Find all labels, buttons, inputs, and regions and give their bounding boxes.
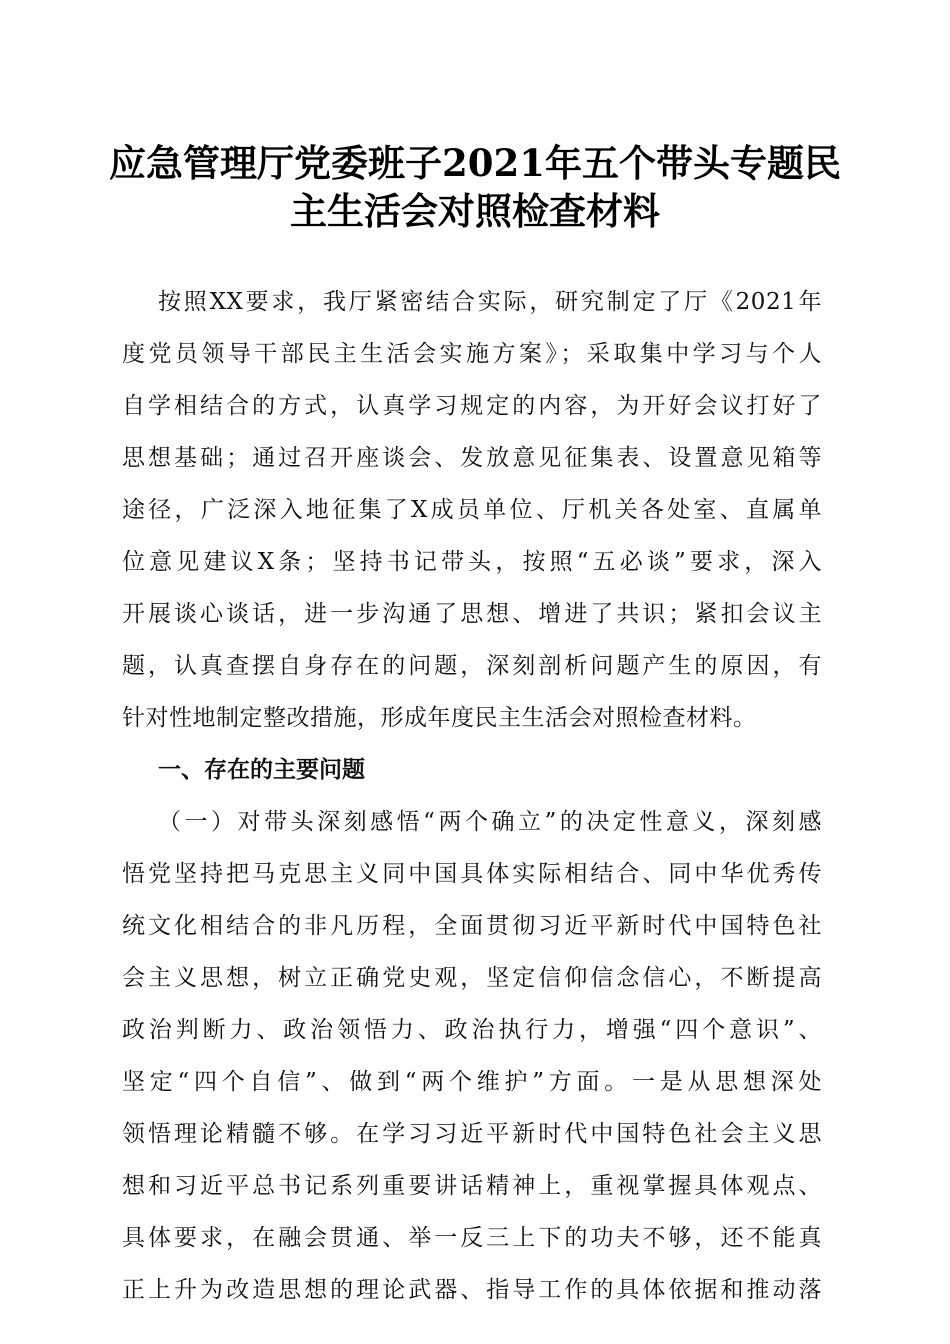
- section-line-10: 正上升为改造思想的理论武器、指导工作的具体依据和推动落: [122, 1277, 822, 1303]
- section-line-7: 领悟理论精髓不够。在学习习近平新时代中国特色社会主义思: [122, 1121, 822, 1147]
- intro-line-2: 度党员领导干部民主生活会实施方案》；采取集中学习与个人: [122, 341, 822, 367]
- document-title-line-1: 应急管理厅党委班子2021年五个带头专题民: [109, 141, 841, 185]
- intro-line-9: 针对性地制定整改措施，形成年度民主生活会对照检查材料。: [122, 705, 757, 731]
- section-heading: 一、存在的主要问题: [158, 757, 365, 783]
- section-line-3: 统文化相结合的非凡历程，全面贯彻习近平新时代中国特色社: [122, 913, 822, 939]
- intro-line-1: 按照XX要求，我厅紧密结合实际，研究制定了厅《2021年: [158, 289, 822, 315]
- section-line-2: 悟党坚持把马克思主义同中国具体实际相结合、同中华优秀传: [122, 861, 822, 887]
- section-line-6: 坚定“四个自信”、做到“两个维护”方面。一是从思想深处: [122, 1069, 822, 1095]
- section-line-1: （一）对带头深刻感悟“两个确立”的决定性意义，深刻感: [158, 809, 822, 835]
- intro-line-8: 题，认真查摆自身存在的问题，深刻剖析问题产生的原因，有: [122, 653, 822, 679]
- intro-line-4: 思想基础；通过召开座谈会、发放意见征集表、设置意见箱等: [122, 445, 822, 471]
- section-line-5: 政治判断力、政治领悟力、政治执行力，增强“四个意识”、: [122, 1017, 822, 1043]
- section-line-9: 具体要求，在融会贯通、举一反三上下的功夫不够，还不能真: [122, 1225, 822, 1251]
- intro-line-7: 开展谈心谈话，进一步沟通了思想、增进了共识；紧扣会议主: [122, 601, 822, 627]
- section-line-4: 会主义思想，树立正确党史观，坚定信仰信念信心，不断提高: [122, 965, 822, 991]
- intro-line-3: 自学相结合的方式，认真学习规定的内容，为开好会议打好了: [122, 393, 822, 419]
- intro-line-5: 途径，广泛深入地征集了X成员单位、厅机关各处室、直属单: [122, 497, 822, 523]
- document-title-line-2: 主生活会对照检查材料: [290, 189, 660, 233]
- intro-line-6: 位意见建议X条；坚持书记带头，按照“五必谈”要求，深入: [122, 549, 822, 575]
- section-line-8: 想和习近平总书记系列重要讲话精神上，重视掌握具体观点、: [122, 1173, 822, 1199]
